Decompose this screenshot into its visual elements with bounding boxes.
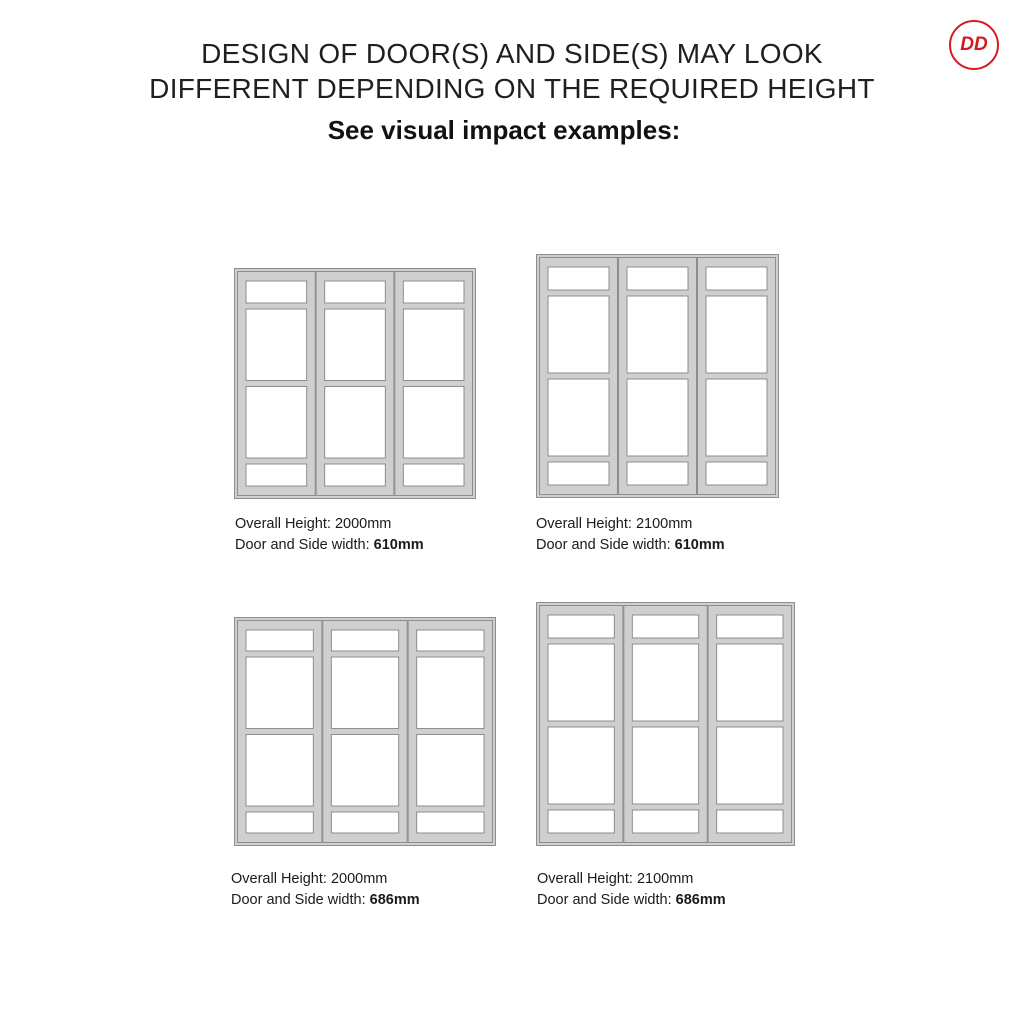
glass-pane <box>417 630 484 651</box>
glass-pane <box>403 281 464 303</box>
logo-text: DD <box>960 34 988 55</box>
height-label: Overall Height: <box>235 516 331 532</box>
width-value: 686mm <box>369 892 420 908</box>
caption-2000-686 <box>231 869 420 911</box>
glass-pane <box>325 281 386 303</box>
glass-pane <box>632 644 698 721</box>
glass-pane <box>417 657 484 729</box>
door-diagram-2100-686 <box>536 602 795 846</box>
door-leaf <box>323 621 407 843</box>
headline-line-1: DESIGN OF DOOR(S) AND SIDE(S) MAY LOOK <box>201 38 823 69</box>
door-leaf <box>316 272 394 496</box>
width-label: Door and Side width: <box>235 537 370 553</box>
side-panel <box>698 258 776 495</box>
side-panel <box>540 258 618 495</box>
glass-pane <box>717 810 783 833</box>
width-label: Door and Side width: <box>536 537 671 553</box>
glass-pane <box>548 462 609 485</box>
height-label: Overall Height: <box>231 871 327 887</box>
width-value: 686mm <box>675 892 726 908</box>
glass-pane <box>706 379 767 456</box>
glass-pane <box>246 735 313 807</box>
glass-pane <box>632 727 698 804</box>
side-panel <box>408 621 492 843</box>
glass-pane <box>246 464 307 486</box>
glass-pane <box>632 615 698 638</box>
door-leaf <box>619 258 697 495</box>
height-label: Overall Height: <box>537 871 633 887</box>
height-value: 2100mm <box>636 871 694 887</box>
glass-pane <box>325 387 386 459</box>
glass-pane <box>331 812 398 833</box>
glass-pane <box>548 615 614 638</box>
side-panel <box>708 606 791 843</box>
glass-pane <box>632 810 698 833</box>
height-label: Overall Height: <box>536 516 632 532</box>
glass-pane <box>246 812 313 833</box>
caption-2000-610 <box>235 514 424 556</box>
glass-pane <box>717 644 783 721</box>
glass-pane <box>706 267 767 290</box>
glass-pane <box>417 812 484 833</box>
glass-pane <box>717 727 783 804</box>
glass-pane <box>627 462 688 485</box>
side-panel <box>395 272 473 496</box>
glass-pane <box>331 735 398 807</box>
side-panel <box>540 606 623 843</box>
height-value: 2000mm <box>330 871 388 887</box>
side-panel <box>238 272 316 496</box>
glass-pane <box>246 309 307 381</box>
glass-pane <box>706 296 767 373</box>
caption-2100-610 <box>536 514 725 556</box>
glass-pane <box>706 462 767 485</box>
height-value: 2000mm <box>334 516 392 532</box>
glass-pane <box>246 387 307 459</box>
glass-pane <box>331 630 398 651</box>
subtitle: See visual impact examples: <box>327 115 681 145</box>
door-diagram-2000-686 <box>234 617 496 846</box>
caption-2100-686 <box>537 869 726 911</box>
glass-pane <box>403 464 464 486</box>
glass-pane <box>627 296 688 373</box>
glass-pane <box>403 387 464 459</box>
door-diagram-2000-610 <box>234 268 476 499</box>
glass-pane <box>246 630 313 651</box>
glass-pane <box>417 735 484 807</box>
headline-line-2: DIFFERENT DEPENDING ON THE REQUIRED HEIGHT <box>149 73 875 104</box>
width-label: Door and Side width: <box>537 892 672 908</box>
glass-pane <box>548 810 614 833</box>
glass-pane <box>246 657 313 729</box>
glass-pane <box>627 267 688 290</box>
door-leaf <box>624 606 707 843</box>
door-diagram-2100-610 <box>536 254 779 498</box>
width-value: 610mm <box>373 537 424 553</box>
side-panel <box>238 621 322 843</box>
glass-pane <box>548 644 614 721</box>
glass-pane <box>548 727 614 804</box>
glass-pane <box>325 309 386 381</box>
glass-pane <box>403 309 464 381</box>
glass-pane <box>246 281 307 303</box>
glass-pane <box>717 615 783 638</box>
height-value: 2100mm <box>635 516 693 532</box>
glass-pane <box>548 267 609 290</box>
glass-pane <box>548 296 609 373</box>
glass-pane <box>325 464 386 486</box>
dd-logo <box>949 20 999 70</box>
width-value: 610mm <box>674 537 725 553</box>
glass-pane <box>548 379 609 456</box>
glass-pane <box>331 657 398 729</box>
width-label: Door and Side width: <box>231 892 366 908</box>
glass-pane <box>627 379 688 456</box>
